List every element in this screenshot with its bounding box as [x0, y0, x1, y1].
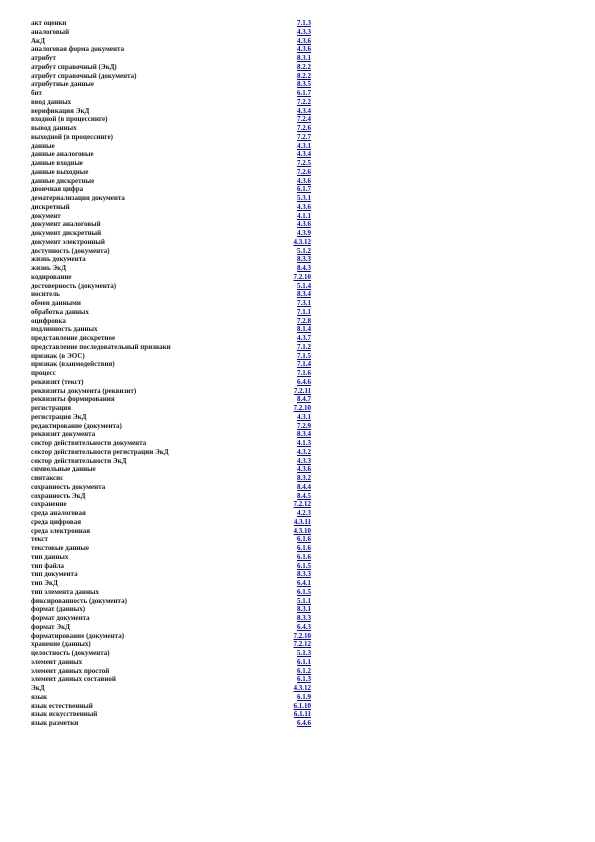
- index-term: АкД: [31, 36, 45, 45]
- index-term: сектор действительности документа: [31, 439, 147, 447]
- index-section-link[interactable]: 7.1.5: [297, 351, 311, 360]
- index-term: символьные данные: [31, 465, 96, 474]
- index-section-link[interactable]: 6.1.7: [297, 89, 311, 97]
- index-section-link[interactable]: 7.1.6: [297, 369, 311, 377]
- index-term: признак (взаимодействия): [31, 360, 115, 369]
- index-section-link[interactable]: 6.1.5: [297, 587, 311, 596]
- index-term: дискретный: [31, 202, 70, 211]
- index-entry: [31, 159, 311, 168]
- index-section-link[interactable]: 8.4.7: [297, 395, 311, 404]
- index-term: достоверность (документа): [31, 281, 117, 290]
- index-entry: [31, 588, 311, 597]
- index-section-link[interactable]: 4.3.4: [297, 150, 311, 159]
- index-entry: [31, 719, 311, 728]
- index-section-link[interactable]: 8.3.2: [297, 474, 311, 482]
- index-entry: [31, 98, 311, 107]
- index-entry: [31, 500, 311, 509]
- index-section-link[interactable]: 4.3.4: [297, 106, 311, 115]
- index-term: обмен данными: [31, 299, 81, 307]
- index-entry: [31, 597, 311, 606]
- index-section-link[interactable]: 5.1.2: [297, 246, 311, 255]
- index-term: регистрация ЭкД: [31, 412, 87, 421]
- index-entry: [31, 649, 311, 658]
- index-section-link[interactable]: 8.2.2: [297, 62, 311, 71]
- index-section-link[interactable]: 6.1.2: [297, 666, 311, 675]
- index-section-link[interactable]: 6.4.6: [297, 377, 311, 386]
- index-entry: [31, 89, 311, 98]
- index-entry: [31, 142, 311, 151]
- index-entry: [31, 343, 311, 352]
- index-section-link[interactable]: 6.1.10: [293, 701, 311, 710]
- index-section-link[interactable]: 6.4.6: [297, 719, 311, 727]
- index-section-link[interactable]: 4.3.10: [293, 526, 311, 535]
- index-entry: [31, 658, 311, 667]
- index-section-link[interactable]: 8.3.5: [297, 80, 311, 89]
- index-section-link[interactable]: 6.1.11: [293, 710, 311, 719]
- index-entry: [31, 675, 311, 684]
- index-section-link[interactable]: 7.2.5: [297, 159, 311, 167]
- index-entry: [31, 413, 311, 422]
- index-section-link[interactable]: 8.3.1: [297, 54, 311, 62]
- index-term: тип ЭкД: [31, 579, 58, 587]
- index-section-link[interactable]: 8.1.4: [297, 325, 311, 334]
- index-section-link[interactable]: 4.3.1: [297, 412, 311, 421]
- index-term: аналоговый: [31, 27, 70, 36]
- index-term: элемент данных составной: [31, 675, 116, 684]
- index-term: данные аналоговые: [31, 150, 94, 159]
- index-term: элемент данных: [31, 657, 83, 666]
- index-term: формат (данных): [31, 605, 86, 614]
- index-term: документ: [31, 211, 61, 220]
- index-term: выходной (в процессинге): [31, 132, 113, 141]
- index-term: сохранность ЭкД: [31, 491, 86, 500]
- index-section-link[interactable]: 4.3.6: [297, 36, 311, 45]
- index-section-link[interactable]: 4.3.11: [293, 517, 311, 526]
- index-term: реквизиты документа (реквизит): [31, 386, 137, 395]
- index-term: хранение (данных): [31, 640, 91, 649]
- index-entry: [31, 264, 311, 273]
- index-section-link[interactable]: 7.2.10: [293, 272, 311, 281]
- index-entry: [31, 404, 311, 413]
- index-entry: [31, 352, 311, 361]
- index-entry: [31, 509, 311, 518]
- index-entry: [31, 308, 311, 317]
- index-section-link[interactable]: 4.3.7: [297, 334, 311, 342]
- index-entry: [31, 579, 311, 588]
- index-section-link[interactable]: 6.1.3: [297, 675, 311, 684]
- index-entry: [31, 448, 311, 457]
- index-entry: [31, 194, 311, 203]
- index-section-link[interactable]: 5.1.4: [297, 281, 311, 290]
- index-term: обработка данных: [31, 307, 89, 316]
- index-term: данные входные: [31, 159, 83, 167]
- index-entry: [31, 632, 311, 641]
- index-term: документ электронный: [31, 237, 105, 246]
- index-section-link[interactable]: 8.3.3: [297, 570, 311, 579]
- index-section-link[interactable]: 8.4.5: [297, 491, 311, 500]
- index-section-link[interactable]: 4.3.2: [297, 447, 311, 456]
- index-entry: [31, 387, 311, 396]
- index-entry: [31, 37, 311, 46]
- index-term: верификация ЭкД: [31, 106, 90, 115]
- index-section-link[interactable]: 7.2.2: [297, 97, 311, 106]
- index-entry: [31, 115, 311, 124]
- index-entry: [31, 702, 311, 711]
- index-section-link[interactable]: 4.3.6: [297, 45, 311, 54]
- index-section-link[interactable]: 7.1.3: [297, 19, 311, 27]
- index-section-link[interactable]: 6.4.1: [297, 579, 311, 587]
- index-section-link[interactable]: 8.3.3: [297, 255, 311, 264]
- index-term: подлинность данных: [31, 325, 98, 334]
- index-section-link[interactable]: 6.1.1: [297, 657, 311, 666]
- index-term: жизнь ЭкД: [31, 264, 67, 272]
- index-term: атрибут: [31, 54, 56, 62]
- index-section-link[interactable]: 5.3.1: [297, 194, 311, 202]
- index-entry: [31, 527, 311, 536]
- index-entry: [31, 203, 311, 212]
- index-term: формат ЭкД: [31, 622, 70, 631]
- index-section-link[interactable]: 4.3.6: [297, 220, 311, 229]
- index-term: язык естественный: [31, 701, 93, 710]
- index-entry: [31, 238, 311, 247]
- index-section-link[interactable]: 4.3.12: [293, 684, 311, 692]
- index-section-link[interactable]: 7.2.6: [297, 167, 311, 176]
- index-section-link[interactable]: 6.1.9: [297, 692, 311, 701]
- index-entry: [31, 107, 311, 116]
- index-term: вывод данных: [31, 124, 77, 132]
- index-entry: [31, 282, 311, 291]
- index-section-link[interactable]: 6.1.5: [297, 561, 311, 570]
- index-section-link[interactable]: 6.1.6: [297, 535, 311, 544]
- index-entry: [31, 63, 311, 72]
- index-section-link[interactable]: 4.3.6: [297, 202, 311, 211]
- index-section-link[interactable]: 6.4.3: [297, 622, 311, 631]
- index-entry: [31, 273, 311, 282]
- index-entry: [31, 710, 311, 719]
- index-term: сектор действительности регистрации ЭкД: [31, 447, 169, 456]
- index-term: процесс: [31, 369, 56, 377]
- index-section-link[interactable]: 4.3.6: [297, 176, 311, 185]
- index-entry: [31, 255, 311, 264]
- index-section-link[interactable]: 7.2.7: [297, 132, 311, 141]
- index-term: сохранение: [31, 500, 67, 509]
- index-entry: [31, 28, 311, 37]
- alphabetical-index: [31, 19, 311, 728]
- index-term: входной (в процессинге): [31, 115, 108, 124]
- index-term: элемент данных простой: [31, 666, 110, 675]
- index-section-link[interactable]: 8.4.3: [297, 264, 311, 272]
- index-term: данные дискретные: [31, 176, 95, 185]
- index-entry: [31, 430, 311, 439]
- index-term: ввод данных: [31, 97, 72, 106]
- index-entry: [31, 614, 311, 623]
- index-section-link[interactable]: 7.2.10: [293, 404, 311, 412]
- index-entry: [31, 168, 311, 177]
- index-section-link[interactable]: 4.3.3: [297, 27, 311, 36]
- index-entry: [31, 562, 311, 571]
- index-term: синтаксис: [31, 474, 64, 482]
- index-section-link[interactable]: 7.2.8: [297, 316, 311, 325]
- index-term: ЭкД: [31, 684, 45, 692]
- index-term: текстовые данные: [31, 544, 89, 552]
- index-section-link[interactable]: 4.2.3: [297, 509, 311, 517]
- index-term: признак (в ЭОС): [31, 351, 85, 360]
- index-term: представление дискретное: [31, 334, 116, 342]
- index-entry: [31, 54, 311, 63]
- index-entry: [31, 299, 311, 308]
- index-entry: [31, 570, 311, 579]
- index-term: аналоговая форма документа: [31, 45, 125, 54]
- index-term: тип данных: [31, 552, 69, 561]
- index-entry: [31, 150, 311, 159]
- index-term: данные: [31, 141, 55, 150]
- index-term: тип элемента данных: [31, 587, 99, 596]
- index-section-link[interactable]: 4.3.12: [293, 237, 311, 246]
- index-term: язык искусственный: [31, 710, 98, 719]
- index-term: атрибутные данные: [31, 80, 94, 89]
- index-entry: [31, 483, 311, 492]
- index-section-link[interactable]: 7.2.12: [293, 500, 311, 509]
- index-term: язык разметки: [31, 719, 79, 727]
- index-term: среда электронная: [31, 526, 91, 535]
- index-section-link[interactable]: 4.3.9: [297, 229, 311, 237]
- index-entry: [31, 553, 311, 562]
- index-section-link[interactable]: 4.1.1: [297, 211, 311, 220]
- index-section-link[interactable]: 8.3.4: [297, 430, 311, 439]
- index-section-link[interactable]: 7.2.9: [297, 421, 311, 430]
- index-entry: [31, 133, 311, 142]
- index-term: дематериализация документа: [31, 194, 125, 202]
- index-term: реквизиты формирования: [31, 395, 115, 404]
- index-section-link[interactable]: 7.2.12: [293, 640, 311, 649]
- index-section-link[interactable]: 5.1.3: [297, 649, 311, 657]
- index-entry: [31, 439, 311, 448]
- index-section-link[interactable]: 8.4.4: [297, 482, 311, 491]
- index-entry: [31, 474, 311, 483]
- index-entry: [31, 544, 311, 553]
- index-term: бит: [31, 89, 42, 97]
- index-term: тип документа: [31, 570, 78, 579]
- index-term: среда цифровая: [31, 517, 82, 526]
- index-term: документ аналоговый: [31, 220, 101, 229]
- index-term: фиксированность (документа): [31, 596, 127, 605]
- index-entry: [31, 80, 311, 89]
- index-section-link[interactable]: 7.3.1: [297, 299, 311, 307]
- index-entry: [31, 317, 311, 326]
- index-entry: [31, 360, 311, 369]
- index-section-link[interactable]: 6.1.7: [297, 185, 311, 194]
- index-term: тип файла: [31, 561, 65, 570]
- index-section-link[interactable]: 7.1.4: [297, 360, 311, 369]
- index-term: двоичная цифра: [31, 185, 84, 194]
- index-entry: [31, 518, 311, 527]
- index-term: реквизит документа: [31, 430, 96, 439]
- index-section-link[interactable]: 8.3.3: [297, 614, 311, 622]
- index-entry: [31, 457, 311, 466]
- index-entry: [31, 290, 311, 299]
- index-term: кодирование: [31, 272, 72, 281]
- index-entry: [31, 623, 311, 632]
- index-term: регистрация: [31, 404, 72, 412]
- index-section-link[interactable]: 4.1.3: [297, 439, 311, 447]
- index-entry: [31, 640, 311, 649]
- index-entry: [31, 220, 311, 229]
- index-entry: [31, 378, 311, 387]
- index-section-link[interactable]: 6.1.6: [297, 552, 311, 561]
- index-entry: [31, 45, 311, 54]
- index-term: текст: [31, 535, 48, 544]
- index-term: язык: [31, 692, 48, 701]
- index-entry: [31, 693, 311, 702]
- index-section-link[interactable]: 7.1.1: [297, 307, 311, 316]
- index-section-link[interactable]: 7.1.2: [297, 342, 311, 351]
- index-entry: [31, 19, 311, 28]
- index-entry: [31, 247, 311, 256]
- index-term: целостность (документа): [31, 649, 110, 657]
- index-section-link[interactable]: 7.2.11: [293, 386, 311, 395]
- index-entry: [31, 325, 311, 334]
- index-term: реквизит (текст): [31, 377, 84, 386]
- index-section-link[interactable]: 8.2.2: [297, 71, 311, 80]
- index-entry: [31, 684, 311, 693]
- index-term: редактирование (документа): [31, 421, 122, 430]
- index-term: документ дискретный: [31, 229, 102, 237]
- index-term: сохранность документа: [31, 482, 106, 491]
- index-term: жизнь документа: [31, 255, 86, 264]
- index-section-link[interactable]: 8.3.1: [297, 605, 311, 614]
- index-entry: [31, 212, 311, 221]
- index-term: акт оценки: [31, 19, 67, 27]
- index-entry: [31, 185, 311, 194]
- index-term: данные выходные: [31, 167, 89, 176]
- index-term: атрибут справочный (документа): [31, 71, 137, 80]
- index-entry: [31, 535, 311, 544]
- index-entry: [31, 72, 311, 81]
- index-term: атрибут справочный (ЭкД): [31, 62, 117, 71]
- index-section-link[interactable]: 7.2.10: [293, 631, 311, 640]
- index-section-link[interactable]: 4.3.6: [297, 465, 311, 474]
- index-entry: [31, 465, 311, 474]
- index-term: форматирование (документа): [31, 631, 125, 640]
- index-term: среда аналоговая: [31, 509, 86, 517]
- index-section-link[interactable]: 5.1.1: [297, 596, 311, 605]
- index-term: доступность (документа): [31, 246, 110, 255]
- index-section-link[interactable]: 4.3.1: [297, 141, 311, 150]
- index-term: представление последовательный признаки: [31, 342, 171, 351]
- index-entry: [31, 492, 311, 501]
- index-term: сектор действительности ЭкД: [31, 456, 127, 465]
- index-section-link[interactable]: 4.3.3: [297, 456, 311, 465]
- index-section-link[interactable]: 8.3.4: [297, 290, 311, 299]
- index-entry: [31, 395, 311, 404]
- index-term: формат документа: [31, 614, 90, 622]
- index-term: носитель: [31, 290, 60, 299]
- index-entry: [31, 667, 311, 676]
- index-section-link[interactable]: 7.2.6: [297, 124, 311, 132]
- index-entry: [31, 605, 311, 614]
- index-entry: [31, 124, 311, 133]
- index-entry: [31, 422, 311, 431]
- index-entry: [31, 177, 311, 186]
- index-entry: [31, 334, 311, 343]
- index-section-link[interactable]: 6.1.6: [297, 544, 311, 552]
- index-section-link[interactable]: 7.2.4: [297, 115, 311, 124]
- index-entry: [31, 369, 311, 378]
- index-entry: [31, 229, 311, 238]
- index-term: оцифровка: [31, 316, 66, 325]
